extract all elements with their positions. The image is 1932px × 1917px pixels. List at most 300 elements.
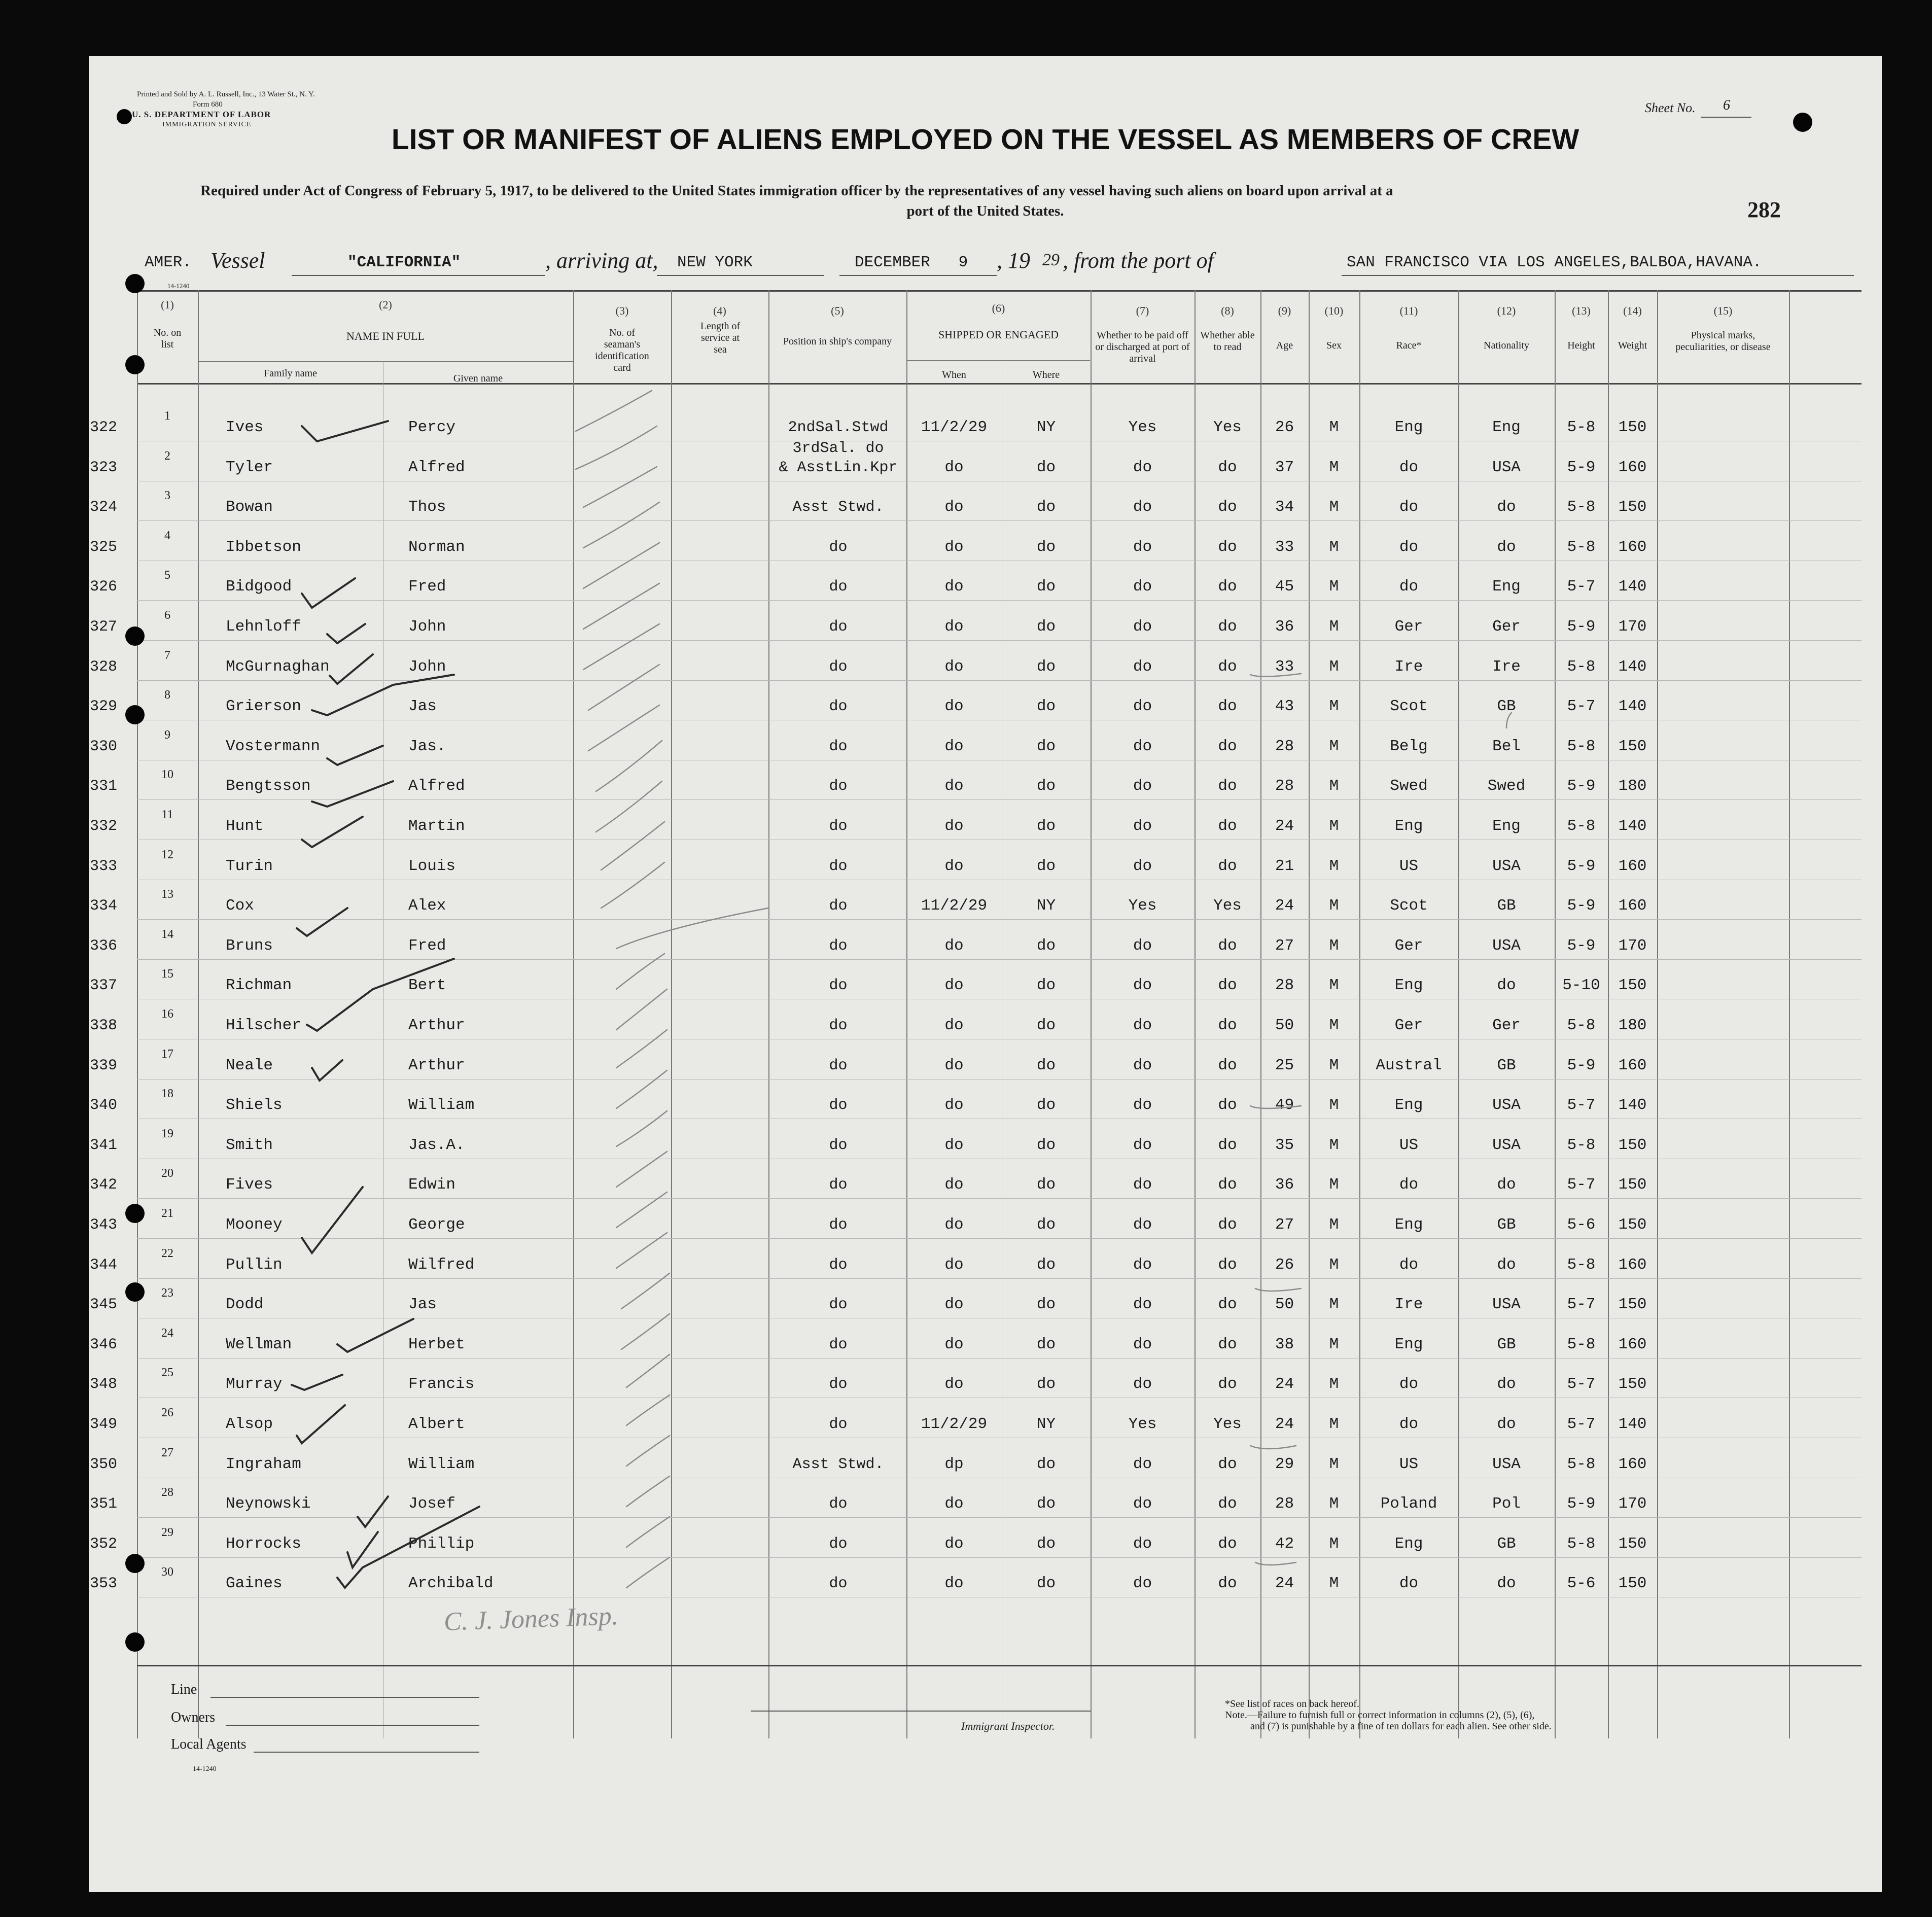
row-ref: 331 [90,778,118,795]
row-read: do [1218,777,1237,795]
row-read: do [1218,1056,1237,1074]
row-weight: 160 [1618,1256,1647,1274]
penalty-note-1: Note.—Failure to furnish full or correct information in columns (2), (5), (6), [1225,1710,1535,1721]
row-where: do [1036,618,1056,636]
row-weight: 140 [1618,817,1647,835]
row-nationality: Swed [1487,777,1526,795]
row-paid-off: do [1133,698,1152,716]
row-paid-off: do [1133,1216,1152,1234]
row-when: do [944,1136,964,1154]
row-no: 21 [161,1207,173,1220]
vessel-label: Vessel [210,248,265,273]
row-height: 5-8 [1567,817,1596,835]
row-family: Lehnloff [226,618,301,636]
row-position: do [829,1535,848,1553]
from-port: SAN FRANCISCO VIA LOS ANGELES,BALBOA,HAVANA. [1347,254,1762,271]
row-ref: 337 [90,977,118,995]
row-paid-off: do [1133,777,1152,795]
row-position: Asst Stwd. [792,499,884,516]
row-sex: M [1329,1415,1339,1433]
row-age: 50 [1275,1296,1294,1314]
row-when: do [944,618,964,636]
row-no: 1 [164,409,170,423]
row-age: 28 [1275,777,1294,795]
row-height: 5-7 [1567,698,1596,716]
row-race: do [1399,498,1419,516]
row-given: Fred [408,578,446,596]
row-sex: M [1329,1455,1339,1473]
row-nationality: GB [1497,1535,1516,1553]
row-age: 42 [1275,1535,1294,1553]
row-sex: M [1329,1375,1339,1393]
row-read: do [1218,1335,1237,1353]
printer-line: Printed and Sold by A. L. Russell, Inc., 13 Water St., N. Y. [137,90,315,98]
row-height: 5-8 [1567,1455,1596,1473]
row-ref: 350 [90,1455,118,1473]
vessel-name: "CALIFORNIA" [347,254,461,271]
row-family: Dodd [226,1296,264,1314]
row-no: 6 [164,609,170,622]
row-family: Ives [226,419,264,436]
row-ref: 330 [90,738,118,755]
line-field [210,1697,479,1698]
row-weight: 180 [1618,777,1647,795]
row-weight: 150 [1618,1216,1647,1234]
row-sex: M [1329,1096,1339,1114]
col10-number: (10) [1324,304,1344,317]
row-family: Cox [226,897,254,915]
col3-number: (3) [615,304,629,317]
row-sex: M [1329,538,1339,556]
row-ref: 328 [90,658,118,676]
row-given: Francis [408,1375,475,1393]
row-sex: M [1329,1216,1339,1234]
row-race: Ger [1394,1017,1423,1034]
row-family: Neynowski [226,1495,311,1513]
row-no: 7 [164,648,170,662]
row-ref: 340 [90,1097,118,1114]
row-ref: 327 [90,618,118,636]
row-no: 19 [161,1127,173,1140]
row-family: Wellman [226,1335,292,1353]
row-when: do [944,1535,964,1553]
row-given: Fred [408,936,446,955]
row-read: do [1218,1176,1237,1194]
row-paid-off: do [1133,1455,1152,1473]
row-sex: M [1329,1335,1339,1353]
row-age: 27 [1275,936,1294,955]
col13-label: Height [1567,340,1595,351]
col8-number: (8) [1221,304,1234,317]
row-ref: 334 [90,897,118,915]
row-nationality: USA [1492,1096,1521,1114]
row-family: Hilscher [226,1017,301,1034]
row-race: US [1399,1455,1419,1473]
row-no: 10 [161,768,173,782]
row-when: do [944,1256,964,1274]
row-no: 30 [161,1565,173,1579]
row-sex: M [1329,936,1339,955]
row-where: do [1036,1296,1056,1314]
row-when: do [944,1176,964,1194]
row-sex: M [1329,657,1339,676]
punch-hole [125,705,145,724]
sheet-number: 6 [1723,97,1730,113]
row-height: 5-9 [1567,1056,1596,1074]
row-when: do [944,777,964,795]
row-when: 11/2/29 [921,419,988,436]
row-weight: 150 [1618,419,1647,436]
row-when: do [944,1296,964,1314]
row-age: 21 [1275,857,1294,875]
row-nationality: GB [1497,1216,1516,1234]
row-height: 5-9 [1567,618,1596,636]
row-nationality: do [1497,498,1516,516]
col1-label: No. on list [153,327,182,350]
table-bottom-border [137,1665,1861,1666]
col15-number: (15) [1713,304,1733,317]
row-position: do [829,818,848,835]
row-height: 5-8 [1567,1256,1596,1274]
row-read: do [1218,538,1237,556]
row-when: do [944,936,964,955]
row-height: 5-7 [1567,578,1596,596]
row-where: do [1036,737,1056,755]
row-where: do [1036,458,1056,476]
row-position: 3rdSal. do [792,439,884,457]
row-nationality: Eng [1492,817,1521,835]
row-where: do [1036,498,1056,516]
arriving-port: NEW YORK [677,254,753,271]
row-position: do [829,897,848,915]
row-when: do [944,1017,964,1034]
row-given: Herbet [408,1335,465,1353]
row-given: William [408,1455,475,1473]
row-no: 29 [161,1525,173,1539]
from-port-label: , from the port of [1063,248,1214,273]
row-weight: 170 [1618,936,1647,955]
row-position: do [829,1136,848,1154]
row-nationality: USA [1492,458,1521,476]
row-read: do [1218,618,1237,636]
row-nationality: do [1497,977,1516,995]
row-where: do [1036,1256,1056,1274]
row-given: Arthur [408,1017,465,1034]
row-paid-off: do [1133,1136,1152,1154]
punch-hole [125,1282,145,1302]
family-name-header: Family name [264,368,317,379]
department-name: U. S. DEPARTMENT OF LABOR [132,110,271,119]
col14-number: (14) [1623,304,1642,317]
row-given: William [408,1096,475,1114]
row-where: do [1036,1056,1056,1074]
row-read: do [1218,657,1237,676]
row-ref: 338 [90,1017,118,1034]
row-sex: M [1329,777,1339,795]
row-ref: 332 [90,818,118,835]
col10-label: Sex [1326,340,1342,351]
row-no: 16 [161,1007,173,1021]
row-weight: 160 [1618,458,1647,476]
row-paid-off: do [1133,857,1152,875]
row-age: 45 [1275,578,1294,596]
row-when: 11/2/29 [921,897,988,915]
col11-number: (11) [1399,304,1418,317]
row-family: Alsop [226,1415,273,1433]
row-age: 50 [1275,1017,1294,1034]
row-position: do [829,1176,848,1194]
row-nationality: do [1497,1575,1516,1593]
col7-number: (7) [1136,304,1149,317]
form-number: Form 680 [193,100,223,109]
row-when: do [944,1335,964,1353]
row-family: Bengtsson [226,777,311,795]
row-age: 24 [1275,897,1294,915]
manifest-sheet [89,56,1882,1892]
row-position: do [829,1216,848,1234]
row-position: do [829,1495,848,1513]
row-given: Wilfred [408,1256,475,1274]
row-ref: 322 [90,419,118,436]
row-family: Grierson [226,698,301,716]
subtitle-line-2: port of the United States. [906,203,1064,219]
row-read: do [1218,1495,1237,1513]
row-given: Alex [408,897,446,915]
row-family: Tyler [226,458,273,476]
punch-hole [125,1632,145,1652]
row-weight: 150 [1618,737,1647,755]
row-race: do [1399,578,1419,596]
local-agents-label: Local Agents [171,1736,247,1752]
row-race: do [1399,458,1419,476]
row-when: do [944,498,964,516]
row-age: 36 [1275,1176,1294,1194]
row-paid-off: do [1133,817,1152,835]
row-read: do [1218,1136,1237,1154]
row-nationality: GB [1497,1335,1516,1353]
row-age: 27 [1275,1216,1294,1234]
row-sex: M [1329,698,1339,716]
row-sex: M [1329,618,1339,636]
row-where: do [1036,857,1056,875]
row-age: 28 [1275,977,1294,995]
row-position: do [829,698,848,716]
row-where: do [1036,1136,1056,1154]
row-given: Phillip [408,1535,475,1553]
row-age: 24 [1275,1375,1294,1393]
row-age: 49 [1275,1096,1294,1114]
row-race: do [1399,1375,1419,1393]
row-position: do [829,1057,848,1074]
row-no: 23 [161,1286,173,1300]
punch-hole [125,1554,145,1573]
row-height: 5-7 [1567,1296,1596,1314]
row-sex: M [1329,1535,1339,1553]
row-weight: 150 [1618,1296,1647,1314]
row-family: Bidgood [226,578,292,596]
row-where: do [1036,977,1056,995]
row-position: do [829,778,848,795]
row-ref: 342 [90,1176,118,1194]
row-no: 2 [164,449,170,463]
row-height: 5-7 [1567,1176,1596,1194]
row-race: Poland [1380,1495,1437,1513]
row-when: do [944,817,964,835]
row-race: US [1399,857,1419,875]
row-no: 11 [161,808,173,821]
row-height: 5-8 [1567,1335,1596,1353]
row-given: Arthur [408,1056,465,1074]
row-nationality: Ger [1492,618,1521,636]
row-read: do [1218,578,1237,596]
row-read: do [1218,1455,1237,1473]
row-weight: 150 [1618,1575,1647,1593]
row-ref: 329 [90,698,118,716]
row-age: 34 [1275,498,1294,516]
row-nationality: do [1497,1176,1516,1194]
row-height: 5-9 [1567,458,1596,476]
row-race: Eng [1394,1096,1423,1114]
row-no: 26 [161,1406,173,1419]
row-read: do [1218,1296,1237,1314]
row-ref: 353 [90,1575,118,1593]
row-height: 5-8 [1567,538,1596,556]
service-name: IMMIGRATION SERVICE [162,121,252,128]
subtitle-line-1: Required under Act of Congress of February 5, 1917, to be delivered to the United States immigration officer by the representatives of any vessel having such aliens on board upon arrival at a [200,183,1393,199]
row-where: do [1036,1575,1056,1593]
row-sex: M [1329,1176,1339,1194]
row-ref: 339 [90,1057,118,1074]
row-paid-off: do [1133,936,1152,955]
row-nationality: GB [1497,1056,1516,1074]
row-race: do [1399,1415,1419,1433]
row-weight: 150 [1618,1136,1647,1154]
row-ref: 349 [90,1416,118,1433]
row-paid-off: do [1133,1056,1152,1074]
row-height: 5-6 [1567,1216,1596,1234]
row-nationality: Eng [1492,419,1521,436]
row-position: do [829,857,848,875]
row-family: Gaines [226,1575,283,1593]
row-no: 15 [161,967,173,981]
row-paid-off: do [1133,1017,1152,1034]
row-read: do [1218,698,1237,716]
row-paid-off: do [1133,977,1152,995]
col15-label: Physical marks, peculiarities, or disease [1675,330,1771,353]
col2-number: (2) [379,298,392,311]
races-note: *See list of races on back hereof. [1225,1698,1359,1710]
row-height: 5-7 [1567,1415,1596,1433]
row-sex: M [1329,977,1339,995]
row-family: Smith [226,1136,273,1154]
row-nationality: do [1497,1256,1516,1274]
row-paid-off: do [1133,1335,1152,1353]
row-no: 24 [161,1326,173,1340]
row-where: NY [1036,1415,1056,1433]
row-family: Fives [226,1176,273,1194]
row-family: Mooney [226,1216,283,1234]
vessel-flag: AMER. [145,254,192,271]
row-ref: 336 [90,937,118,955]
row-age: 28 [1275,737,1294,755]
punch-hole [125,355,145,374]
row-when: do [944,578,964,596]
row-paid-off: do [1133,657,1152,676]
row-ref: 351 [90,1495,118,1513]
row-ref: 352 [90,1535,118,1553]
row-position: do [829,977,848,995]
row-weight: 150 [1618,977,1647,995]
col14-label: Weight [1618,340,1647,351]
row-read: do [1218,1017,1237,1034]
row-nationality: USA [1492,1296,1521,1314]
row-no: 5 [164,569,170,582]
row-given: Percy [408,419,456,436]
row-position: do [829,1296,848,1314]
punch-hole [125,1204,145,1223]
row-paid-off: do [1133,1096,1152,1114]
col4-number: (4) [713,304,726,317]
row-height: 5-6 [1567,1575,1596,1593]
row-when: do [944,1575,964,1593]
row-ref: 345 [90,1296,118,1314]
row-nationality: GB [1497,897,1516,915]
row-height: 5-8 [1567,1535,1596,1553]
punch-hole [117,109,132,124]
row-race: Scot [1390,897,1428,915]
row-read: do [1218,936,1237,955]
row-sex: M [1329,737,1339,755]
arrival-date: DECEMBER 9 [855,254,968,271]
row-paid-off: Yes [1128,897,1157,915]
row-sex: M [1329,1575,1339,1593]
row-no: 28 [161,1486,173,1500]
row-position: do [829,1017,848,1034]
row-sex: M [1329,1256,1339,1274]
row-sex: M [1329,1056,1339,1074]
row-given: George [408,1216,465,1234]
row-height: 5-7 [1567,1096,1596,1114]
row-when: do [944,857,964,875]
row-when: do [944,698,964,716]
row-no: 17 [161,1047,173,1061]
row-sex: M [1329,897,1339,915]
row-nationality: Eng [1492,578,1521,596]
row-position: do [829,1416,848,1433]
year-prefix: , 19 [997,248,1030,273]
row-given: Jas. [408,737,446,755]
row-age: 29 [1275,1455,1294,1473]
row-weight: 160 [1618,1455,1647,1473]
row-height: 5-7 [1567,1375,1596,1393]
row-no: 25 [161,1366,173,1380]
row-sex: M [1329,458,1339,476]
row-weight: 160 [1618,857,1647,875]
col6-number: (6) [992,302,1005,315]
owners-field [226,1725,479,1726]
row-weight: 150 [1618,1375,1647,1393]
row-given: Josef [408,1495,456,1513]
row-given: Jas [408,1296,437,1314]
col8-label: Whether able to read [1200,330,1255,353]
row-age: 25 [1275,1056,1294,1074]
row-where: do [1036,1216,1056,1234]
row-weight: 160 [1618,538,1647,556]
owners-label: Owners [171,1710,216,1725]
row-sex: M [1329,1296,1339,1314]
row-family: Neale [226,1056,273,1074]
row-when: do [944,657,964,676]
